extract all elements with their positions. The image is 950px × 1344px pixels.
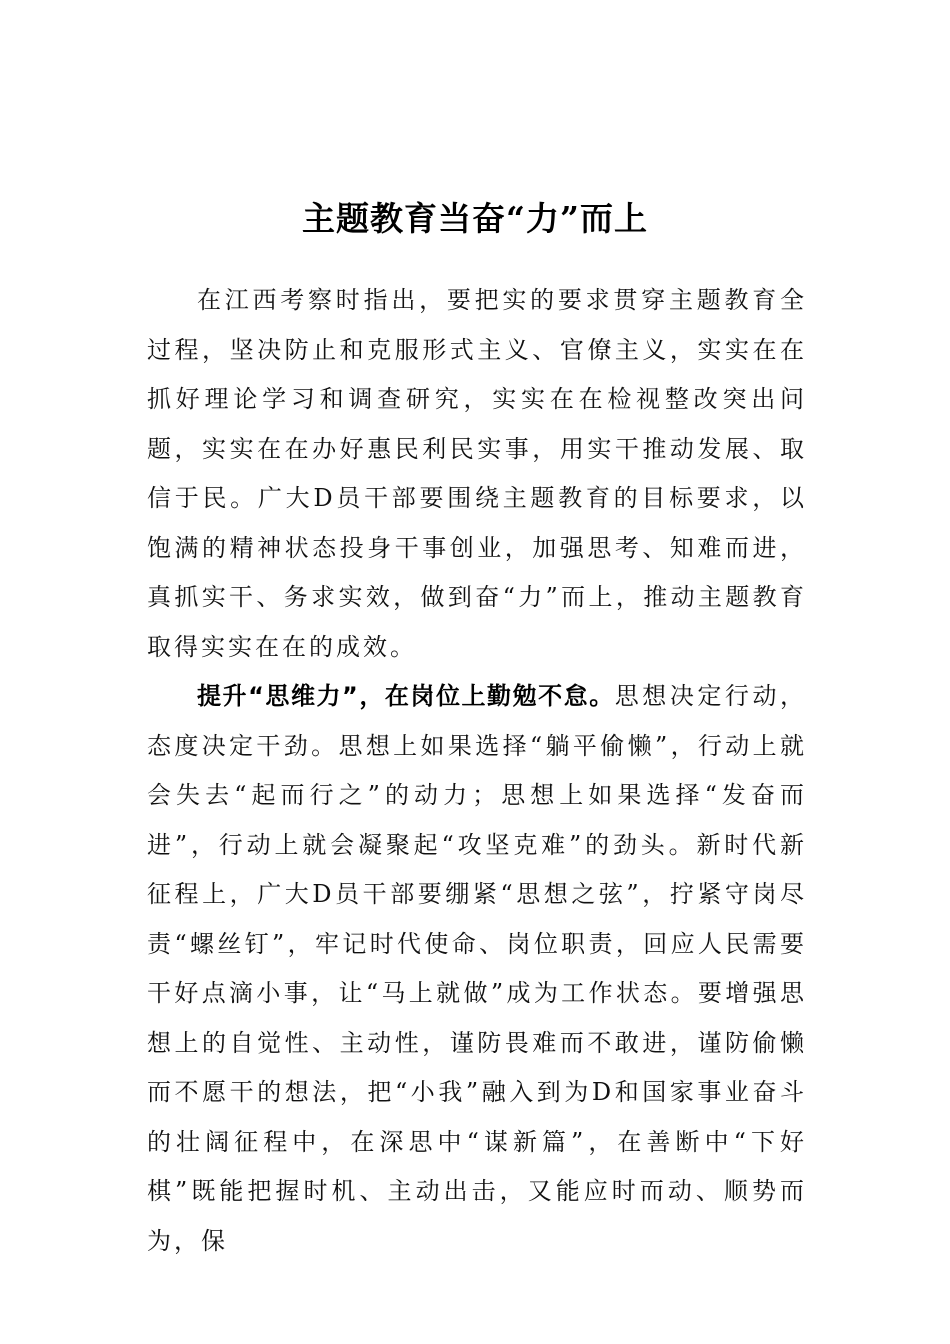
document-body [147, 276, 807, 1266]
paragraph-thinking-power-text: 思想决定行动，态度决定干劲。思想上如果选择“躺平偷懒”，行动上就会失去“起而行之”的动力；思想上如果选择“发奋而进”，行动上就会凝聚起“攻坚克难”的劲头。新时代新征程上，广大D员干部要绷紧“思想之弦”，拧紧守岗尽责“螺丝钉”，牢记时代使命、岗位职责，回应人民需要干好点滴小事，让“马上就做”成为工作状态。要增强思想上的自觉性、主动性，谨防畏难而不敢进，谨防偷懒而不愿干的想法，把“小我”融入到为D和国家事业奋斗的壮阔征程中，在深思中“谋新篇”，在善断中“下好棋”既能把握时机、主动出击，又能应时而动、顺势而为，保 [147, 682, 807, 1255]
paragraph-intro [147, 276, 807, 672]
paragraph-lead-heading: 提升“思维力”，在岗位上勤勉不怠。 [197, 682, 615, 710]
document-title: 主题教育当奋“力”而上 [302, 199, 648, 239]
paragraph-thinking-power [147, 672, 807, 1266]
paragraph-intro-text: 在江西考察时指出，要把实的要求贯穿主题教育全过程，坚决防止和克服形式主义、官僚主义，实实在在抓好理论学习和调查研究，实实在在检视整改突出问题，实实在在办好惠民利民实事，用实干推动发展、取信于民。广大D员干部要围绕主题教育的目标要求，以饱满的精神状态投身干事创业，加强思考、知难而进，真抓实干、务求实效，做到奋“力”而上，推动主题教育取得实实在在的成效。 [147, 286, 807, 661]
